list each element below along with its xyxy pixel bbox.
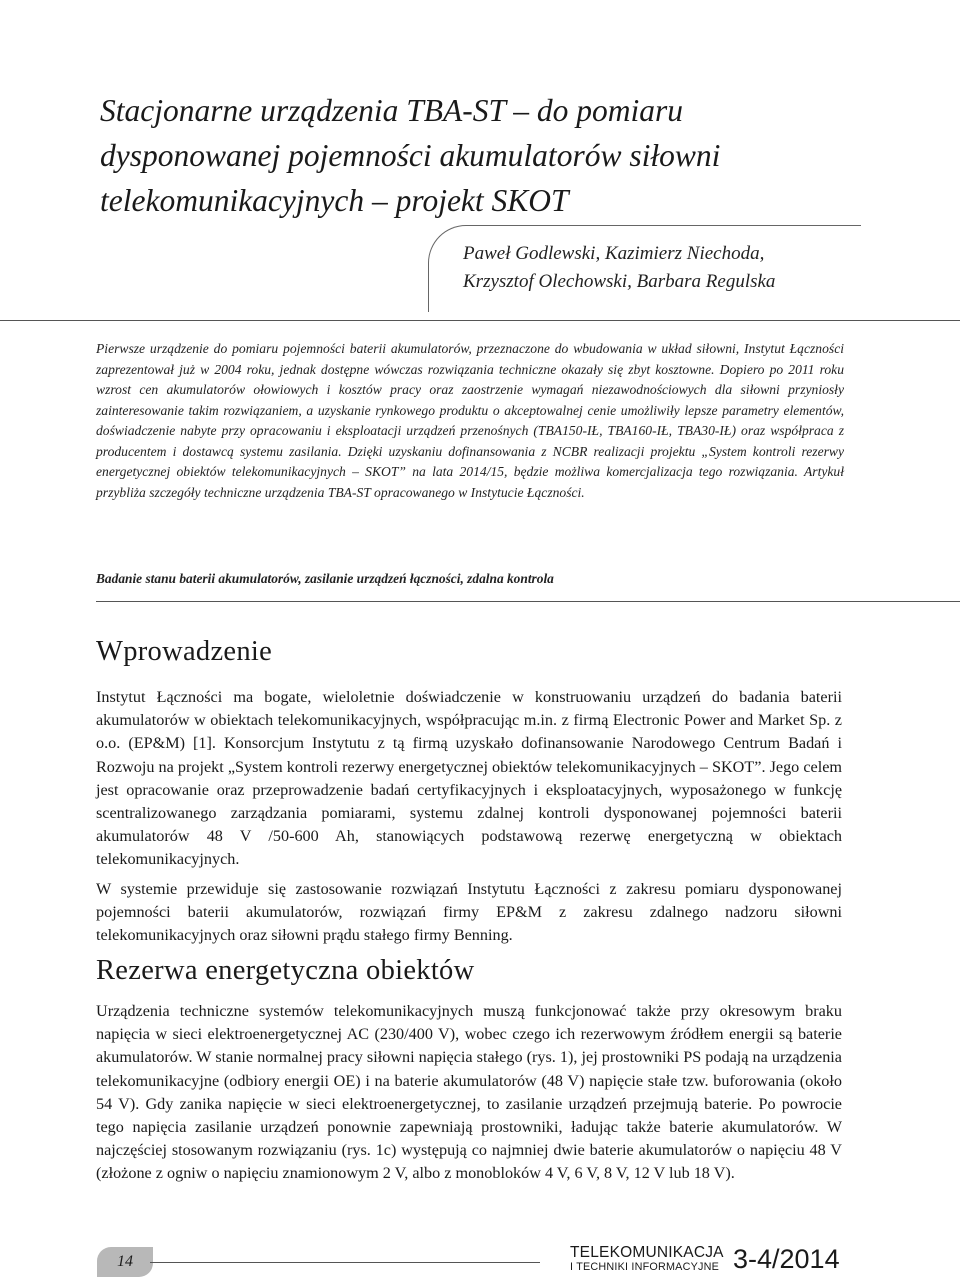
journal-name-line-2: I TECHNIKI INFORMACYJNE — [570, 1261, 719, 1273]
section-heading-intro: Wprowadzenie — [96, 636, 273, 667]
title-line: dysponowanej pojemności akumulatorów siłowni — [100, 138, 721, 173]
authors-divider — [0, 320, 960, 321]
keywords-divider — [96, 601, 960, 602]
authors-line: Paweł Godlewski, Kazimierz Niechoda, — [463, 243, 765, 264]
authors-line: Krzysztof Olechowski, Barbara Regulska — [463, 271, 776, 292]
title-line: telekomunikacyjnych – projekt SKOT — [100, 183, 569, 218]
title-line: Stacjonarne urządzenia TBA-ST – do pomiaru — [100, 93, 684, 128]
issue-number: 3-4/2014 — [733, 1244, 840, 1274]
keywords: Badanie stanu baterii akumulatorów, zasilanie urządzeń łączności, zdalna kontrola — [96, 571, 554, 586]
intro-paragraph-1: Instytut Łączności ma bogate, wieloletnie doświadczenie w konstruowaniu urządzeń do badania baterii akumulatorów w obiektach telekomunikacyjnych, współpracując m.in. z firmą Electronic Power and Market Sp. z o.o. (EP&M) [1]. Konsorcjum Instytutu z tą firmą uzyskało dofinansowanie Narodowego Centrum Badań i Rozwoju na projekt „System kontroli rezerwy energetycznej obiektów telekomunikacyjnych – SKOT”. Jego celem jest opracowanie oraz przeprowadzenie badań certyfikacyjnych i eksploatacyjnych, wyposażonego w funkcję scentralizowanego zarządzania pomiarami, systemu zdalnej kontroli dysponowanej pojemności baterii akumulatorów 48 V /50-600 Ah, stanowiących podstawową rezerwę energetyczną w obiektach telekomunikacyjnych. — [96, 688, 842, 869]
journal-name — [570, 1244, 724, 1274]
reserve-paragraph-1: Urządzenia techniczne systemów telekomunikacyjnych muszą funkcjonować także przy okresowym braku napięcia w sieci elektroenergetycznej AC (230/400 V), wobec czego ich rezerwowym źródłem energii są baterie akumulatorów. W stanie normalnej pracy siłowni napięcia stałego (rys. 1), jej prostowniki PS podają na urządzenia telekomunikacyjne (odbiory energii OE) i na baterie akumulatorów (48 V) napięcie stałe tzw. buforowania (około 54 V). Gdy zanika napięcie w sieci elektroenergetycznej, to zasilanie urządzeń przejmują baterie. Po powrocie tego napięcia zasilanie urządzeń ponownie zapewniają prostowniki, ładując także baterie akumulatorów. W najczęściej stosowanym rozwiązaniu (rys. 1c) występują co najmniej dwie baterie akumulatorów o napięciu 48 V (złożone z ogniw o napięciu znamionowym 2 V, albo z monobloków 4 V, 6 V, 8 V, 12 V lub 18 V). — [96, 1002, 842, 1183]
abstract: Pierwsze urządzenie do pomiaru pojemności baterii akumulatorów, przeznaczone do wbudowania w układ siłowni, Instytut Łączności zaprezentował już w 2004 roku, jednak dostępne wówczas rozwiązania techniczne okazały się zbyt kosztowne. Dopiero po 2011 roku wzrost cen akumulatorów ołowiowych i kosztów pracy oraz zaostrzenie wymagań niezawodnościowych dla siłowni przyniosły zainteresowanie takim rozwiązaniem, a uzyskanie rynkowego produktu o akceptowalnej cenie umożliwiły lepsze parametry elementów, doświadczenie nabyte przy opracowaniu i eksploatacji urządzeń przenośnych (TBA150-IŁ, TBA160-IŁ, TBA30-IŁ) oraz współpraca z producentem i dostawcą systemu zasilania. Dzięki uzyskaniu dofinansowania z NCBR realizacji projektu „System kontroli rezerwy energetycznej obiektów telekomunikacyjnych – SKOT” na lata 2014/15, będzie możliwa komercjalizacja tego rozwiązania. Artykuł przybliża szczegóły techniczne urządzenia TBA-ST opracowanego w Instytucie Łączności. — [96, 341, 844, 500]
article-title — [100, 88, 900, 223]
footer-rule — [150, 1262, 540, 1263]
intro-paragraph-2: W systemie przewiduje się zastosowanie rozwiązań Instytutu Łączności z zakresu pomiaru dysponowanej pojemności baterii akumulatorów, rozwiązań firmy EP&M z zakresu zdalnego nadzoru siłowni telekomunikacyjnych oraz siłowni prądu stałego firmy Benning. — [96, 880, 842, 945]
journal-name-line-1: TELEKOMUNIKACJA — [570, 1244, 724, 1261]
authors-block — [463, 240, 863, 296]
page-number: 14 — [117, 1253, 133, 1270]
page-number-badge — [97, 1247, 153, 1277]
section-heading-reserve: Rezerwa energetyczna obiektów — [96, 955, 475, 986]
